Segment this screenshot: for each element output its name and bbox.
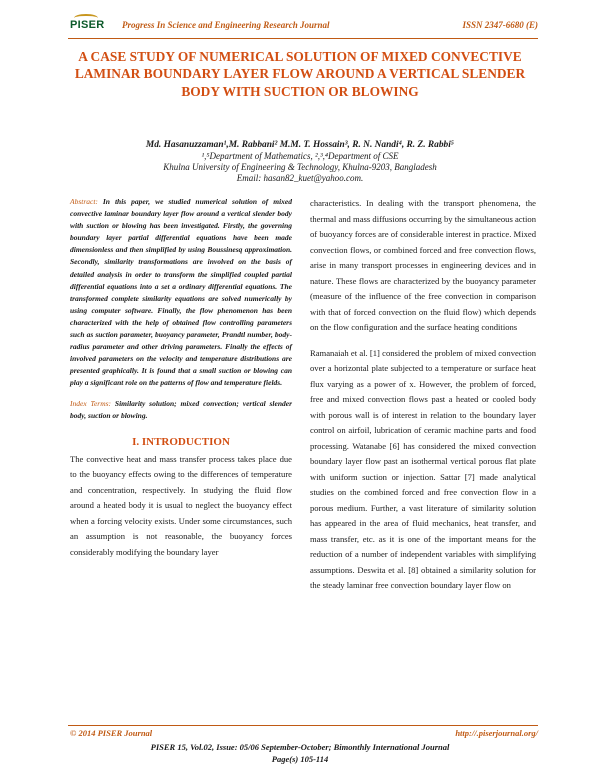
section-heading-introduction: I. INTRODUCTION (132, 435, 230, 448)
author-email: Email: hasan82_kuet@yahoo.com. (236, 173, 364, 183)
right-paragraph-2: Ramanaiah et al. [1] considered the problem of mixed convection over a horizontal plate subjected to a temperature or surface heat flux varying as a power of x. However, the problem of forced, free and mixed convection flows past a heated or cooled body with porous wall is of interest in relation to the boundary layer control on airfoil, lubrication of ceramic machine parts and food processing. Watanabe [6] has considered the mixed convection boundary layer flow past an isothermal vertical porous flat plate with uniform suction or injection. Sattar [7] made analytical studies on the combined forced and free convection flow in a porous medium. Further, a vast literature of similarity solution has appeared in the area of fluid mechanics, heat transfer, and mass transfer, etc. as it is one of the important means for the reduction of a number of independent variables with simplifying assumptions. Deswita et al. [8] obtained a similarity solution for the steady laminar free convection boundary layer flow on (310, 347, 536, 590)
abstract-label: Abstract: (70, 197, 98, 206)
logo-text: PISER (70, 19, 105, 31)
author-block (60, 140, 540, 184)
header-rule (68, 38, 538, 39)
author-names: Md. Hasanuzzaman¹,M. Rabbani² M.M. T. Hossain³, R. N. Nandi⁴, R. Z. Rabbi⁵ (145, 140, 455, 150)
footer-pages: Page(s) 105-114 (271, 754, 329, 764)
introduction-paragraph: The convective heat and mass transfer process takes place due to the buoyancy effects owing to the differences of temperature and concentration, respectively. In studying the fluid flow around a heated body it is usual to neglect the buoyancy effect when a forcing velocity exists. Under some circumstances, such an assumption is not reasonable, the buoyancy forces considerably modifying the boundary layer (70, 453, 292, 557)
left-column (70, 196, 292, 560)
abstract-text: In this paper, we studied numerical solution of mixed convective laminar boundary layer flow around a vertical slender body with suction or blowing has been investigated. Firstly, the governing boundary layer partial differential equations have been made dimensionless and then simplified by using Boussinesq approximation. Secondly, similarity transformations are involved on the basis of detailed analysis in order to transform the simplified coupled partial differential equations into a set a ordinary differential equations. The transformed complete similarity equations are solved numerically by using computer software. Finally, the flow phenomenon has been characterized with the help of obtained flow controlling parameters such as suction parameter, buoyancy parameter, Prandtl number, body-radius parameter and other driving parameters. Finally the effects of involved parameters on the velocity and temperature distributions are presented graphically. It is found that a small suction or blowing can play a significant role on the patterns of flow and temperature fields. (70, 197, 292, 388)
right-column (310, 196, 536, 594)
index-terms (70, 398, 292, 422)
author-department: ¹,⁵Department of Mathematics, ²,³,⁴Department of CSE (201, 151, 399, 161)
issn: ISSN 2347-6680 (E) (462, 20, 538, 30)
page-header (68, 14, 538, 36)
author-university: Khulna University of Engineering & Technology, Khulna-9203, Bangladesh (163, 162, 437, 172)
index-terms-label: Index Terms: (70, 398, 112, 408)
paper-title: A CASE STUDY OF NUMERICAL SOLUTION OF MIXED CONVECTIVE LAMINAR BOUNDARY LAYER FLOW AROUND A VERTICAL SLENDER BODY WITH SUCTION OR BLOWING (74, 49, 526, 99)
footer-url[interactable]: http://.piserjournal.org/ (455, 728, 538, 738)
journal-name: Progress In Science and Engineering Research Journal (122, 20, 330, 30)
right-paragraph-1: characteristics. In dealing with the transport phenomena, the thermal and mass diffusions occurring by the simultaneous action of buoyancy forces are of considerable interest in practice. Mixed convection flows, or combined forced and free convection flows, arise in many transport processes in engineering devices and in nature. These flows are characterized by the buoyancy parameter (measure of the influence of the free convection in comparison with that of forced convection on the fluid flow) which depends on the flow configuration and the surface heating conditions (310, 198, 536, 332)
footer-issue-line: PISER 15, Vol.02, Issue: 05/06 September-October; Bimonthly International Journal (150, 742, 450, 752)
abstract (70, 196, 292, 390)
piser-logo (68, 14, 114, 36)
index-terms-text: Similarity solution; mixed convection; vertical slender body, suction or blowing. (70, 398, 292, 420)
footer-rule (68, 725, 538, 726)
footer-copyright: © 2014 PISER Journal (70, 728, 153, 738)
